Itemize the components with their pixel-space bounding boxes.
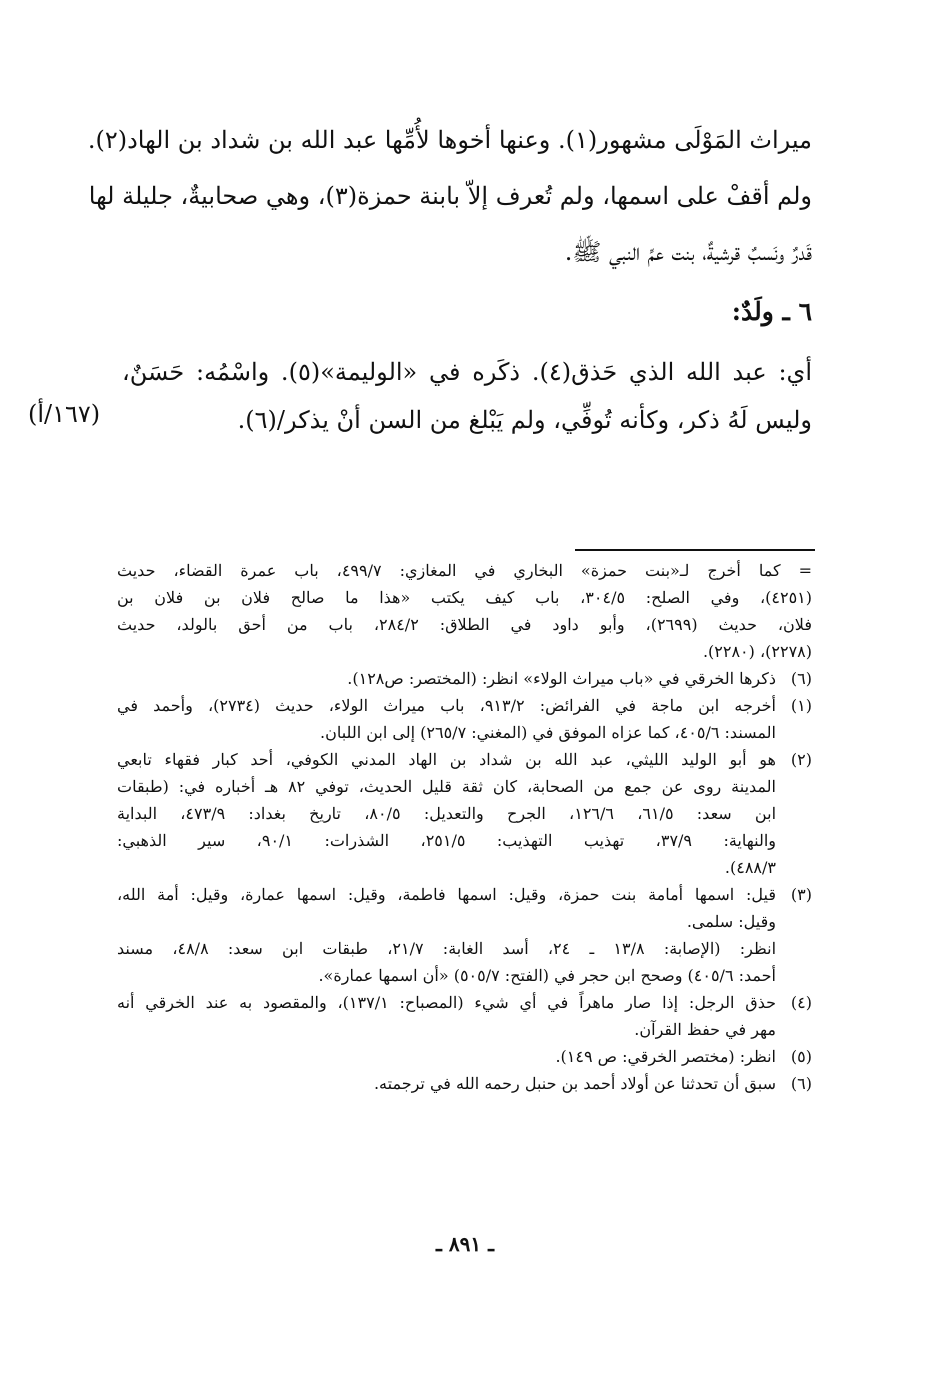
main-text-line: ميراث المَوْلَى مشهور(١). وعنها أخوها لأُمِّها عبد الله بن شداد بن الهاد(٢). [87,126,812,154]
footnote-number: (٢) [790,750,812,769]
manuscript-folio-reference: (١٦٧/أ) [28,400,101,428]
footnote-line: سبق أن تحدثنا عن أولاد أحمد بن حنبل رحمه الله في ترجمته. [373,1074,776,1093]
main-text-line: ولم أقفْ على اسمها، ولم تُعرف إلاّ بابنة حمزة(٣)، وهي صحابيةٌ، جليلة لها [88,182,812,210]
main-text-line: وليس لَهُ ذكر، وكأنه تُوفِّي، ولم يَبْلغ من السن أنْ يذكر/(٦). [237,406,812,434]
main-text-line: قَدرٌ ونَسبٌ قرشيةٌ، بنت عمِّ النبي ﷺ. [564,238,812,266]
footnote-separator [575,549,815,551]
page-number: ـ ٨٩١ ـ [436,1232,494,1256]
footnote-number: (٣) [790,885,812,904]
footnote-item [117,746,812,881]
footnote-item [117,665,812,692]
footnote-line: (٤٢٥١)، وفي الصلح: ٣٠٤/٥، باب كيف يكتب «هذا ما صالح فلان بن فلان بن [117,588,812,607]
footnote-number: (٤) [790,993,812,1012]
footnote-line: أحمد: ٤٠٥/٦) وصحح ابن حجر في (الفتح: ٥٠٥/٧) «أن اسمها عمارة». [318,966,776,985]
footnote-line: ابن سعد: ٦١/٥، ١٢٦/٦، الجرح والتعديل: ٨٠/٥، تاريخ بغداد: ٤٧٣/٩، البداية [117,804,777,823]
footnote-item [117,1070,812,1097]
footnote-line: انظر: (الإصابة: ١٣/٨ ـ ٢٤، أسد الغابة: ٢١/٧، طبقات ابن سعد: ٤٨/٨، مسند [117,939,777,958]
footnote-line: مهر في حفظ القرآن. [634,1020,776,1039]
footnote-line: حذق الرجل: إذا صار ماهراً في أي شيء (المصباح: ١٣٧/١)، والمقصود به عند الخرقي أنه [117,993,776,1012]
footnote-number: (١) [790,696,812,715]
footnote-line: انظر: (مختصر الخرقي: ص ١٤٩). [555,1047,776,1066]
footnote-item [117,692,812,746]
footnote-line: فلان، حديث (٢٦٩٩)، وأبو داود في الطلاق: ٢٨٤/٢، باب من أحق بالولد، حديث [117,615,812,634]
footnote-item [117,1043,812,1070]
footnote-line: أخرجه ابن ماجة في الفرائض: ٩١٣/٢، باب ميراث الولاء، حديث (٢٧٣٤)، وأحمد في [117,696,776,715]
footnote-number: (٥) [790,1047,812,1066]
footnote-line: المدينة روى عن جمع من الصحابة، كان ثقة قليل الحديث، توفي ٨٢ هـ أخباره في: (طبقات [117,777,777,796]
footnote-continuation [117,557,812,665]
footnote-item [117,989,812,1043]
footnote-number: (٦) [790,1074,812,1093]
section-heading: ٦ ـ ولَدٌ: [731,297,812,326]
footnote-line: ٤٨٨/٣). [724,858,776,877]
footnote-item [117,881,812,935]
footnote-line: وقيل: سلمى. [686,912,776,931]
main-text-line: أي: عبد الله الذي حَذق(٤). ذكَره في «الوليمة»(٥). واسْمُه: حَسَنٌ، [122,358,812,386]
footnote-item [117,935,812,989]
footnote-line: والنهاية: ٣٧/٩، تهذيب التهذيب: ٢٥١/٥، الشذرات: ٩٠/١، سير الذهبي: [117,831,777,850]
footnote-line: هو أبو الوليد الليثي، عبد الله بن شداد بن الهاد المدني الكوفي، أحد كبار فقهاء تابعي [117,750,776,769]
footnote-line: (٢٢٧٨)، (٢٢٨٠). [702,642,812,661]
footnote-line: = كما أخرج لـ«بنت حمزة» البخاري في المغازي: ٤٩٩/٧، باب عمرة القضاء، حديث [117,561,813,580]
footnote-line: ذكرها الخرقي في «باب ميراث الولاء» انظر: (المختصر: ص١٢٨). [347,669,776,688]
footnote-line: قيل: اسمها أمامة بنت حمزة، وقيل: اسمها فاطمة، وقيل: اسمها عمارة، وقيل: أمة الله، [117,885,776,904]
footnote-number: (٦) [790,669,812,688]
footnote-number [776,935,812,989]
footnotes-section [117,557,812,1097]
footnote-line: المسند: ٤٠٥/٦، كما عزاه الموفق في (المغني: ٢٦٥/٧) إلى ابن اللبان. [320,723,776,742]
